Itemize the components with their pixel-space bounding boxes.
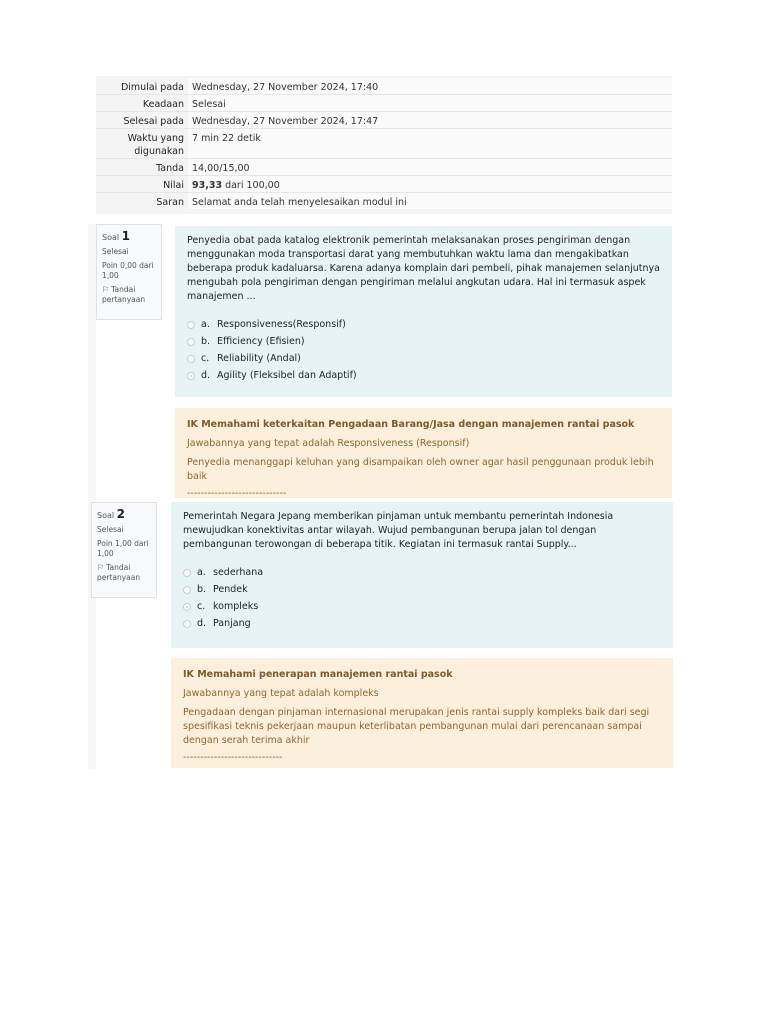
question-points: Poin 1,00 dari 1,00 — [97, 539, 149, 558]
answer-letter: c. — [201, 353, 210, 364]
answer-text: sederhana — [213, 567, 264, 578]
feedback-separator: ----------------------------- — [187, 488, 287, 499]
answer-letter: b. — [197, 584, 207, 595]
answer-text: Reliability (Andal) — [217, 353, 301, 364]
question-content-2 — [171, 502, 673, 648]
answer-list — [183, 564, 661, 632]
feedback-title: IK Memahami penerapan manajemen rantai pasok — [183, 669, 453, 680]
radio-button[interactable] — [187, 338, 195, 346]
summary-value: 14,00/15,00 — [188, 159, 672, 175]
summary-label: Nilai — [163, 180, 184, 191]
answer-list — [187, 316, 660, 384]
radio-button[interactable] — [187, 321, 195, 329]
summary-value: Wednesday, 27 November 2024, 17:47 — [188, 112, 672, 128]
radio-button[interactable] — [183, 586, 191, 594]
summary-value — [188, 176, 672, 192]
radio-button[interactable] — [183, 569, 191, 577]
summary-value: 7 min 22 detik — [188, 129, 672, 158]
radio-button-selected[interactable] — [187, 372, 195, 380]
answer-letter: d. — [201, 370, 211, 381]
answer-option-a[interactable] — [183, 564, 661, 581]
summary-value: Selamat anda telah menyelesaikan modul ini — [188, 193, 672, 209]
answer-letter: a. — [197, 567, 206, 578]
answer-text: kompleks — [213, 601, 259, 612]
grade-value: 93,33 — [192, 180, 223, 191]
question-text: Pemerintah Negara Jepang memberikan pinjaman untuk membantu pemerintah Indonesia mewujudkan konektivitas antar wilayah. Wujud pembangunan berupa jalan tol dengan pembangunan terowongan di beberapa titik. Kegiatan ini termasuk rantai Supply... — [183, 511, 614, 550]
radio-button[interactable] — [187, 355, 195, 363]
summary-row-state — [96, 95, 672, 112]
answer-option-a[interactable] — [187, 316, 660, 333]
flag-question-link[interactable]: ⚐ Tandai pertanyaan — [102, 285, 146, 304]
feedback-explanation: Pengadaan dengan pinjaman internasional merupakan jenis rantai supply kompleks baik dari segi spesifikasi teknis pekerjaan maupun keterlibatan pembangunan mulai dari perencanaan sampai dengan serah terima akhir — [183, 707, 650, 746]
summary-label: Selesai pada — [123, 116, 184, 127]
radio-button[interactable] — [183, 620, 191, 628]
feedback-box-2 — [171, 658, 673, 768]
answer-option-d[interactable] — [183, 615, 661, 632]
feedback-box-1 — [175, 408, 672, 498]
flag-question-link[interactable]: ⚐ Tandai pertanyaan — [97, 563, 141, 582]
summary-row-grade — [96, 176, 672, 193]
answer-option-c[interactable] — [183, 598, 661, 615]
question-info-1 — [96, 224, 162, 320]
question-state: Selesai — [97, 525, 124, 534]
answer-letter: c. — [197, 601, 206, 612]
summary-value: Wednesday, 27 November 2024, 17:40 — [188, 78, 672, 94]
answer-option-b[interactable] — [187, 333, 660, 350]
summary-label: Dimulai pada — [120, 82, 184, 93]
question-number: Soal 2 — [97, 507, 126, 521]
grade-max: dari 100,00 — [222, 180, 280, 191]
summary-label: Waktu yang digunakan — [127, 133, 184, 157]
summary-row-completed — [96, 112, 672, 129]
summary-value: Selesai — [188, 95, 672, 111]
answer-letter: b. — [201, 336, 211, 347]
question-text: Penyedia obat pada katalog elektronik pemerintah melaksanakan proses pengiriman dengan menggunakan moda transportasi darat yang membutuhkan waktu lama dan mengakibatkan beberapa produk kadaluarsa. Karena adanya komplain dari pembeli, pihak manajemen selanjutnya mengubah pola pengiriman dengan pengiriman melalui angkutan udara. Hal ini termasuk aspek manajemen ... — [187, 235, 660, 302]
summary-label: Keadaan — [142, 99, 184, 110]
feedback-explanation: Penyedia menanggapi keluhan yang disampaikan oleh owner agar hasil penggunaan produk lebih baik — [187, 457, 654, 482]
summary-row-started — [96, 78, 672, 95]
summary-row-feedback — [96, 193, 672, 209]
question-number: Soal 1 — [102, 229, 131, 243]
answer-option-d[interactable] — [187, 367, 660, 384]
feedback-separator: ----------------------------- — [183, 752, 283, 763]
radio-button-selected[interactable] — [183, 603, 191, 611]
summary-row-duration — [96, 129, 672, 159]
summary-label: Tanda — [156, 163, 184, 174]
answer-option-b[interactable] — [183, 581, 661, 598]
question-content-1 — [175, 226, 672, 397]
answer-text: Efficiency (Efisien) — [217, 336, 305, 347]
question-info-2 — [91, 502, 157, 598]
summary-label: Saran — [156, 197, 184, 208]
answer-text: Panjang — [213, 618, 251, 629]
answer-letter: d. — [197, 618, 207, 629]
answer-option-c[interactable] — [187, 350, 660, 367]
flag-icon: ⚐ — [97, 563, 105, 572]
summary-row-marks — [96, 159, 672, 176]
question-state: Selesai — [102, 247, 129, 256]
flag-icon: ⚐ — [102, 285, 110, 294]
feedback-title: IK Memahami keterkaitan Pengadaan Barang/Jasa dengan manajemen rantai pasok — [187, 419, 635, 430]
left-gutter — [88, 224, 96, 769]
answer-text: Responsiveness(Responsif) — [217, 319, 346, 330]
answer-text: Pendek — [213, 584, 248, 595]
question-points: Poin 0,00 dari 1,00 — [102, 261, 154, 280]
feedback-correct-answer: Jawabannya yang tepat adalah Responsiveness (Responsif) — [187, 438, 470, 449]
answer-text: Agility (Fleksibel dan Adaptif) — [217, 370, 357, 381]
feedback-correct-answer: Jawabannya yang tepat adalah kompleks — [183, 688, 379, 699]
quiz-summary-table — [96, 76, 672, 214]
answer-letter: a. — [201, 319, 210, 330]
